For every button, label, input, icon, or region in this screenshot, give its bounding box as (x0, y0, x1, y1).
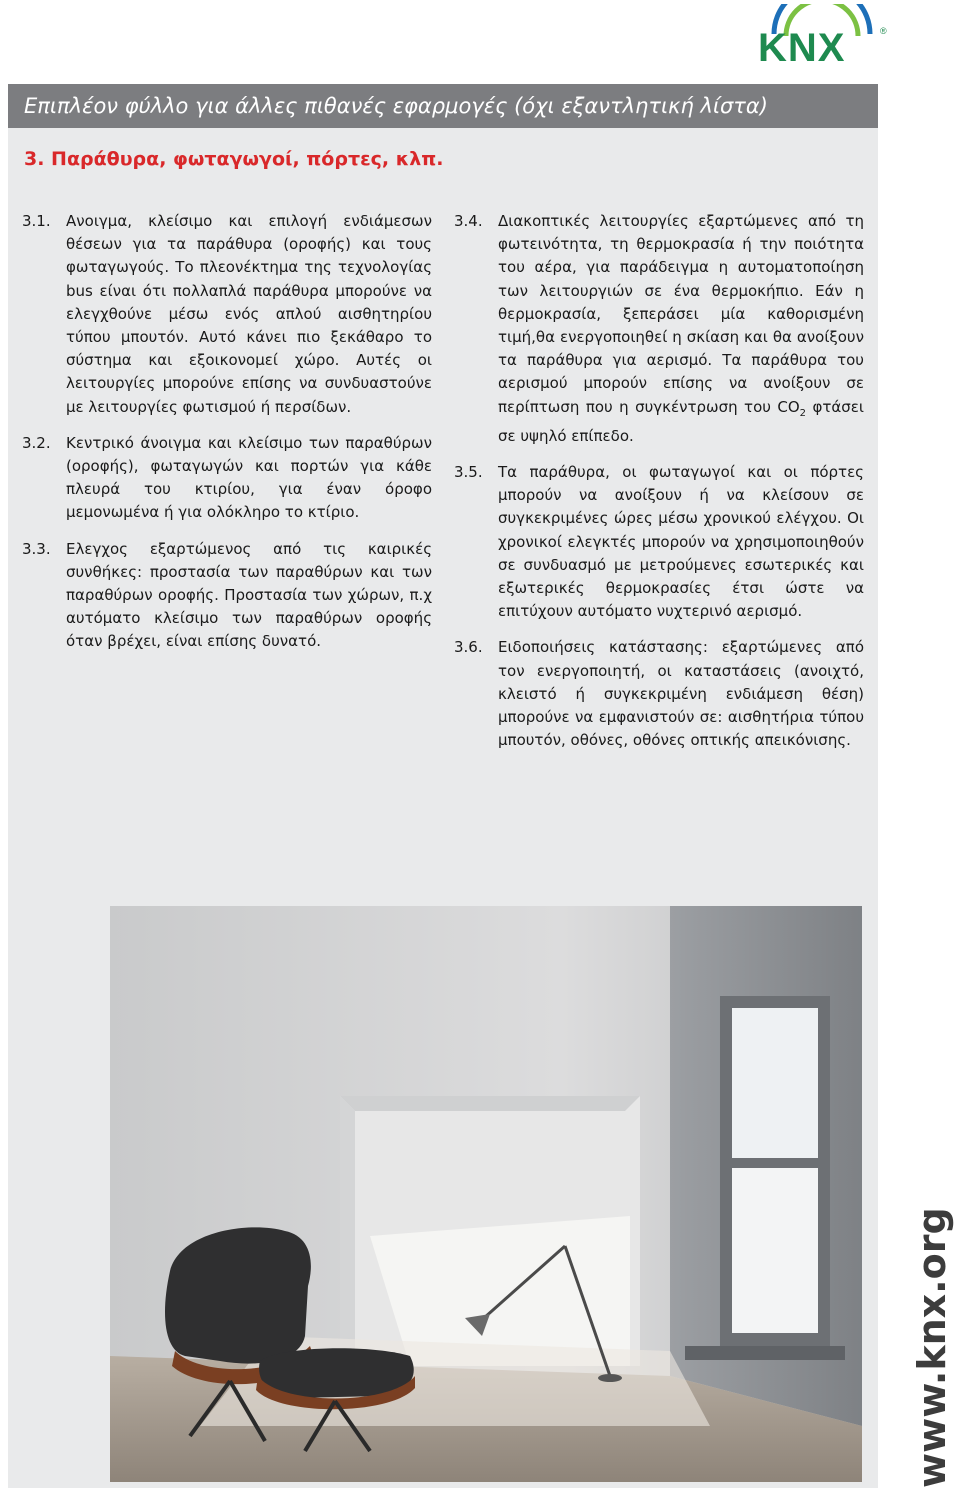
list-item (22, 538, 432, 654)
logo-text: KNX (758, 26, 846, 64)
list-item (22, 432, 432, 525)
list-item (454, 636, 864, 752)
item-number: 3.6. (454, 638, 483, 657)
list-item (454, 210, 864, 448)
list-item (22, 210, 432, 419)
item-number: 3.4. (454, 212, 483, 230)
left-column (22, 210, 432, 667)
item-text (498, 210, 864, 448)
header-title: Επιπλέον φύλλο για άλλες πιθανές εφαρμογές (όχι εξαντλητική λίστα) (24, 94, 768, 118)
item-text: Ειδοποιήσεις κατάστασης: εξαρτώμενες από τον ενεργοποιητή, οι καταστάσεις (ανοιχτό, κλειστό ή συγκεκριμένη ενδιάμεση θέση) μπορούνε να εμφανιστούν σε: αισθητήρια τύπου μπουτόν, οθόνες, οθόνες οπτικής απεικόνισης. (498, 638, 864, 750)
website-url[interactable]: www.knx.org (910, 1207, 954, 1488)
registered-mark: ® (880, 26, 887, 36)
item-number: 3.5. (454, 463, 483, 482)
item-text: Τα παράθυρα, οι φωταγωγοί και οι πόρτες μπορούν να ανοίξουν ή να κλείσουν σε συγκεκριμένες ώρες μέσω χρονικού ελέγχου. Οι χρονικοί ελεγκτές μπορούν να χρησιμοποιηθούν σε συνδυασμό με μετρούμενες εσωτερικές και εξωτερικές θερμοκρασίες έτσι ώστε να επιτύχουν αυτόματο νυχτερινό αερισμό. (498, 463, 864, 621)
item-text-part: φτάσει σε υψηλό επίπεδο. (498, 397, 864, 445)
room-photo (110, 906, 862, 1482)
item-number: 3.2. (22, 433, 51, 452)
item-number: 3.1. (22, 212, 51, 230)
right-column (454, 210, 864, 765)
knx-logo (752, 4, 892, 64)
list-item (454, 461, 864, 623)
co2-subscript: 2 (799, 407, 807, 419)
item-number: 3.3. (22, 539, 51, 558)
room-illustration (110, 906, 862, 1482)
item-text: Κεντρικό άνοιγμα και κλείσιμο των παραθύρων (οροφής), φωταγωγών και πορτών για κάθε πλευρά του κτιρίου, για έναν όροφο μεμονωμένα ή για ολόκληρο το κτίριο. (66, 433, 432, 522)
knx-logo-graphic (752, 4, 892, 64)
item-text: Ελεγχος εξαρτώμενος από τις καιρικές συνθήκες: προστασία των παραθύρων και των παραθύρων οροφής. Προστασία των χώρων, π.χ αυτόματο κλείσιμο των παραθύρων οροφής όταν βρέχει, είναι επίσης δυνατό. (66, 539, 432, 651)
item-text: Ανοιγμα, κλείσιμο και επιλογή ενδιάμεσων θέσεων για τα παράθυρα (οροφής) και τους φωταγωγούς. Το πλεονέκτημα της τεχνολογίας bus είναι ότι πολλαπλά παράθυρα μπορούνε να ελεγχθούνε μέσω ενός απλού αισθητηρίου τύπου μπουτόν. Αυτό κάνει πιο ξεκάθαρο το σύστημα και εξοικονομεί χώρο. Αυτές οι λειτουργίες μπορούνε επίσης να συνδυαστούνε με λειτουργίες φωτισμού ή περσίδων. (66, 212, 432, 416)
section-title: 3. Παράθυρα, φωταγωγοί, πόρτες, κλπ. (24, 148, 444, 170)
header-band (8, 84, 878, 128)
item-text-part: Διακοπτικές λειτουργίες εξαρτώμενες από τη φωτεινότητα, τη θερμοκρασία ή την ποιότητα του αέρα, για παράδειγμα η αυτοματοποίηση των λειτουργιών σε ένα θερμοκήπιο. Εάν η θερμοκρασία, ξεπεράσει μία καθορισμένη τιμή,θα ενεργοποιηθεί η σκίαση και θα ανοίξουν τα παράθυρα για αερισμό. Τα παράθυρα του αερισμού μπορούν επίσης να ανοίξουν σε περίπτωση που η συγκέντρωση του CO (498, 212, 864, 416)
